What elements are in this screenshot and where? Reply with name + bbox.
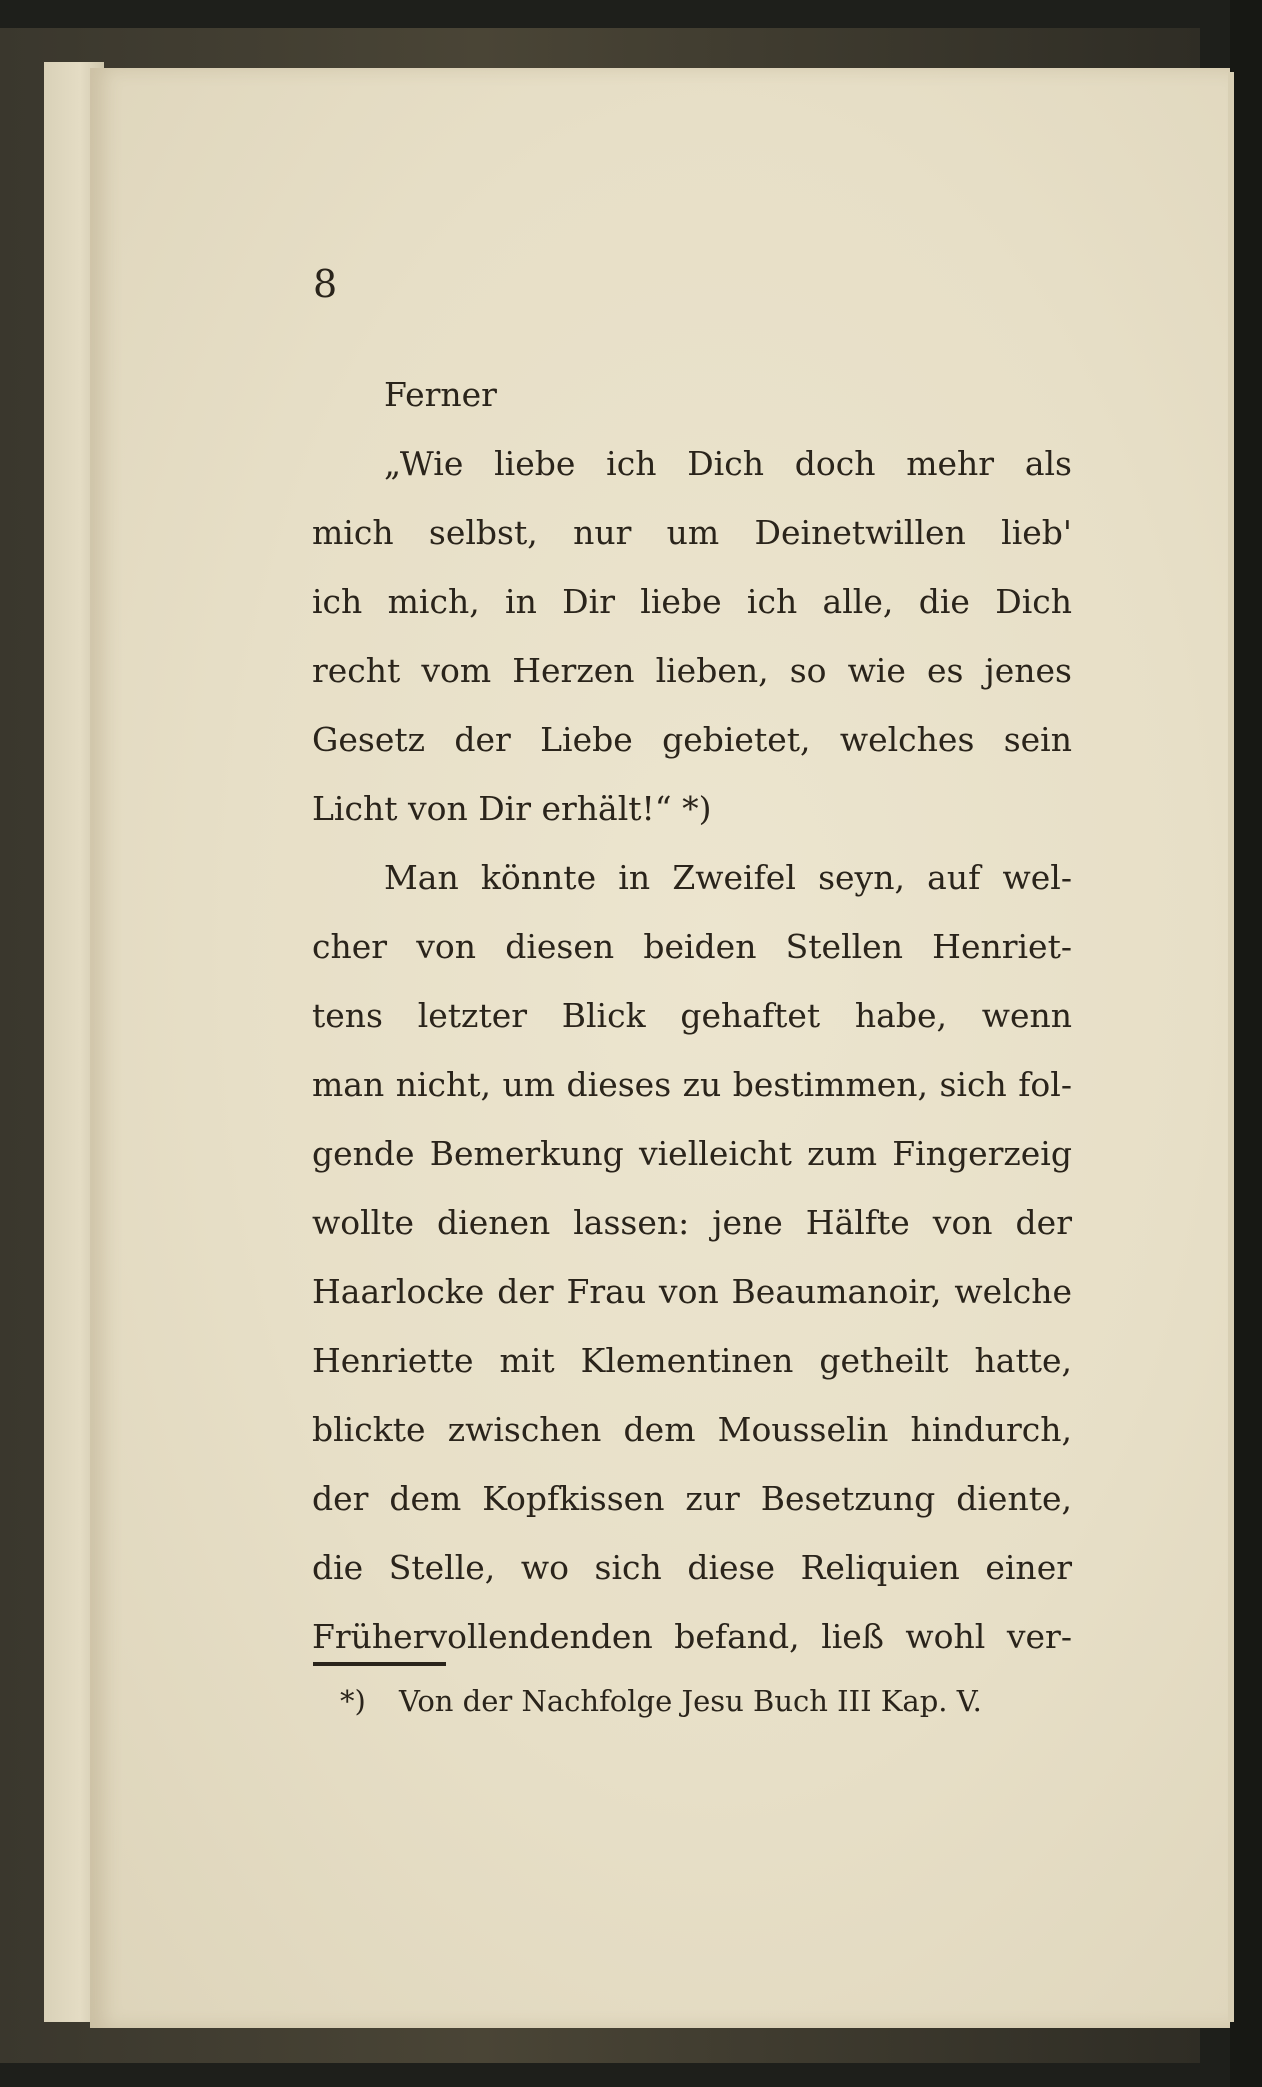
text-line: tens letzter Blick gehaftet habe, wenn [312,996,1072,1035]
footnote-divider [313,1662,446,1666]
text-line: Henriette mit Klementinen getheilt hatte, [312,1341,1072,1380]
text-line: Gesetz der Liebe gebietet, welches sein [312,720,1072,759]
text-line: gende Bemerkung vielleicht zum Fingerzeig [312,1134,1072,1173]
text-line: „Wie liebe ich Dich doch mehr als [384,444,1072,483]
text-line: die Stelle, wo sich diese Reliquien einer [312,1548,1072,1587]
text-line: wollte dienen lassen: jene Hälfte von der [312,1203,1072,1242]
text-line: mich selbst, nur um Deinetwillen lieb' [312,513,1072,552]
text-line: Frühervollendenden befand, ließ wohl ver- [312,1617,1072,1656]
footnote-marker: *) [340,1684,366,1718]
text-line: man nicht, um dieses zu bestimmen, sich fol- [312,1065,1072,1104]
text-line: Man könnte in Zweifel seyn, auf wel- [384,858,1072,897]
text-line: blickte zwischen dem Mousselin hindurch, [312,1410,1072,1449]
page-number: 8 [313,262,338,306]
background-right [1230,0,1262,2087]
text-line: Haarlocke der Frau von Beaumanoir, welche [312,1272,1072,1311]
text-line: recht vom Herzen lieben, so wie es jenes [312,651,1072,690]
footnote [340,1672,1060,1730]
text-line: der dem Kopfkissen zur Besetzung diente, [312,1479,1072,1518]
text-line: Licht von Dir erhält!“ *) [312,789,712,828]
page-right-edge [1228,72,1234,2022]
text-line: cher von diesen beiden Stellen Henriet- [312,927,1072,966]
body-text [312,360,1072,1671]
text-line: ich mich, in Dir liebe ich alle, die Dich [312,582,1072,621]
text-line: Ferner [384,375,497,414]
footnote-text: Von der Nachfolge Jesu Buch III Kap. V. [399,1684,982,1718]
